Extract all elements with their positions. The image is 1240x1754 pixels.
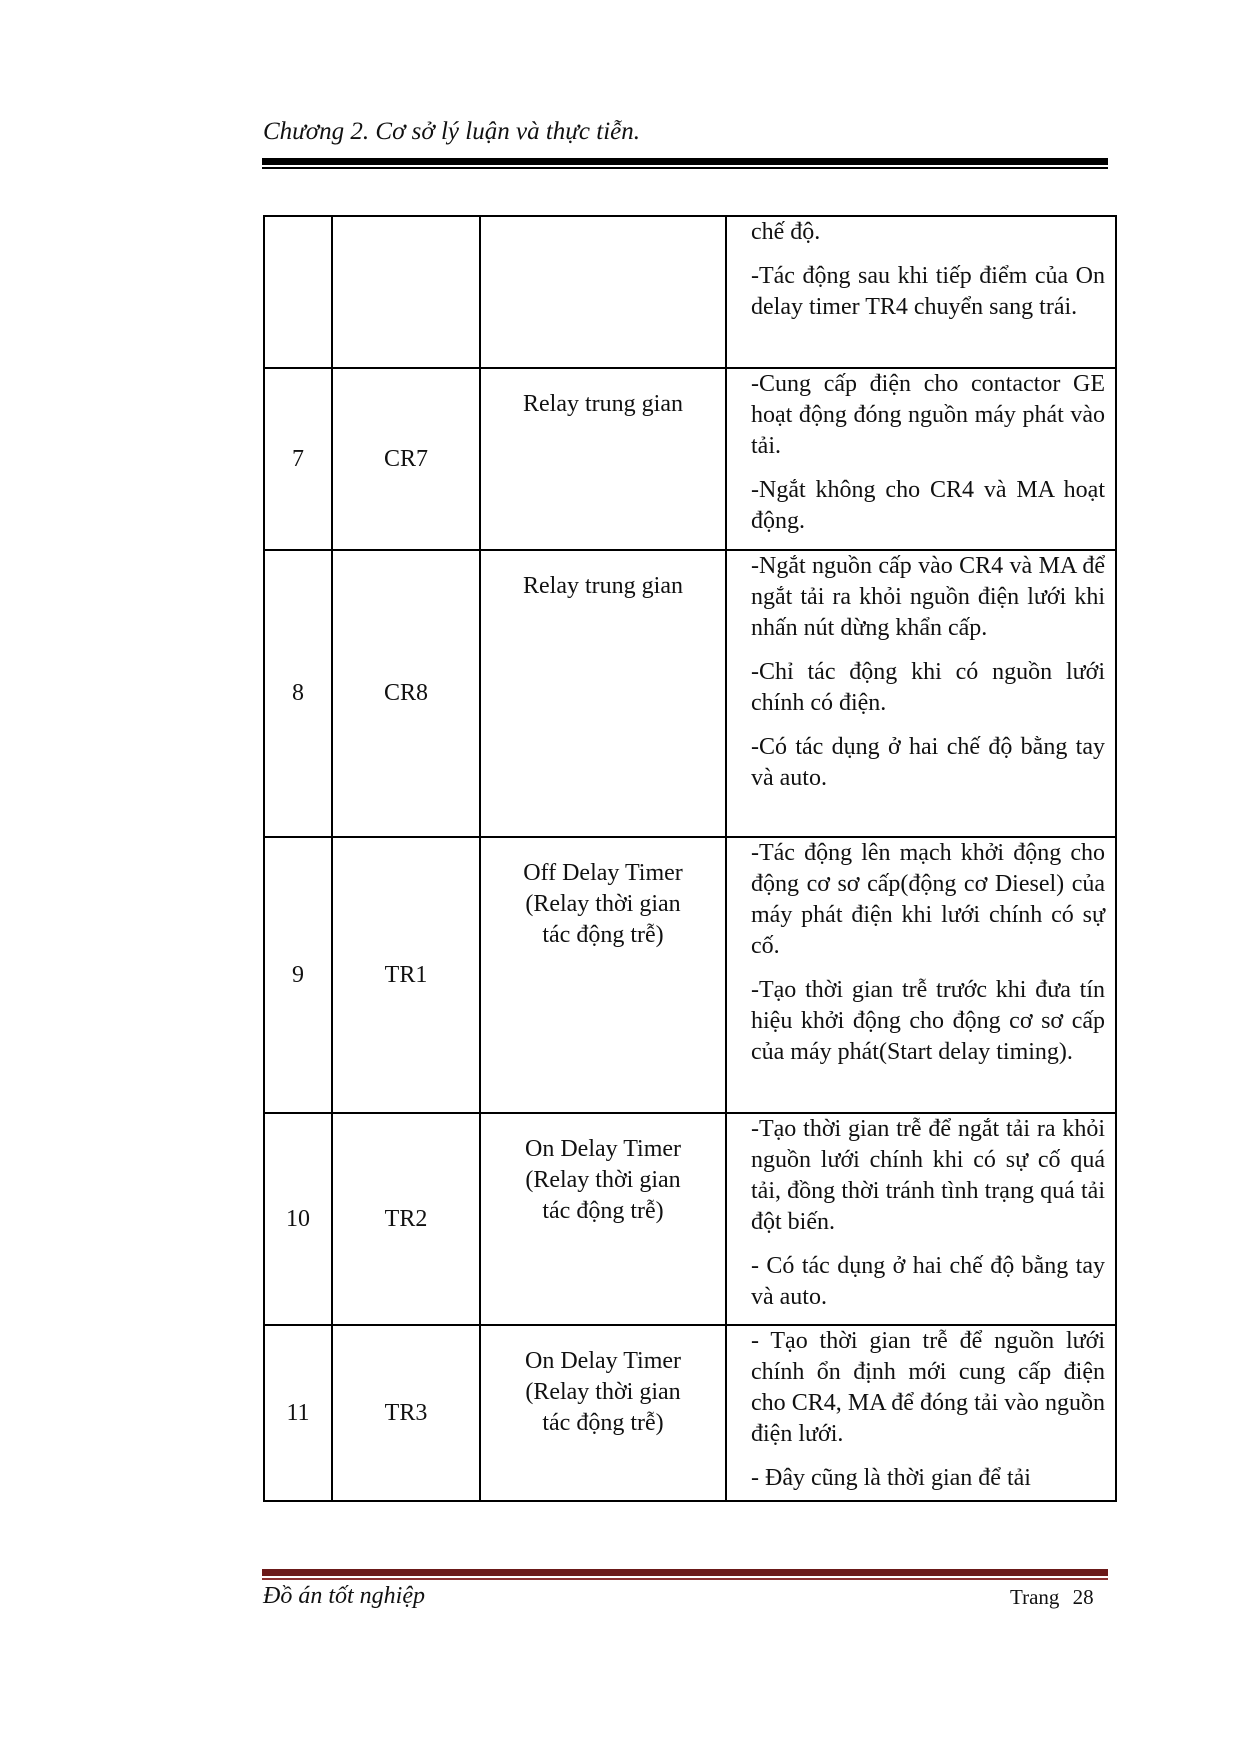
header-rule-thin	[262, 167, 1108, 169]
table-row	[264, 368, 1116, 550]
component-name-line: (Relay thời gian	[525, 1379, 681, 1405]
component-name-line: On Delay Timer	[525, 1136, 681, 1162]
component-name-line: tác động trễ)	[542, 1410, 664, 1436]
component-name	[480, 837, 726, 1113]
footer-document-title: Đồ án tốt nghiệp	[263, 1583, 425, 1609]
table-row	[264, 1113, 1116, 1325]
description-paragraph: -Ngắt không cho CR4 và MA hoạt động.	[751, 477, 1105, 534]
description-paragraph: - Có tác dụng ở hai chế độ bằng tay và auto.	[751, 1253, 1105, 1310]
description-paragraph: -Tác động sau khi tiếp điểm của On delay timer TR4 chuyển sang trái.	[751, 263, 1105, 320]
component-description	[726, 550, 1116, 837]
component-code: CR8	[332, 550, 480, 837]
table-row	[264, 216, 1116, 368]
component-name-line: Relay trung gian	[523, 391, 683, 417]
page-number: 28	[1072, 1585, 1094, 1609]
description-paragraph: -Tạo thời gian trễ trước khi đưa tín hiệu khởi động cho động cơ sơ cấp của máy phát(Start delay timing).	[751, 977, 1105, 1065]
description-paragraph: -Tạo thời gian trễ để ngắt tải ra khỏi nguồn lưới chính khi có sự cố quá tải, đồng thời tránh tình trạng quá tải đột biến.	[751, 1116, 1105, 1235]
component-code: TR2	[332, 1113, 480, 1325]
component-name	[480, 368, 726, 550]
component-name-line: tác động trễ)	[542, 922, 664, 948]
component-name-line: Off Delay Timer	[523, 860, 683, 886]
description-paragraph: -Tác động lên mạch khởi động cho động cơ sơ cấp(động cơ Diesel) của máy phát điện khi lưới chính có sự cố.	[751, 840, 1105, 959]
description-paragraph: - Đây cũng là thời gian để tải	[751, 1465, 1031, 1491]
table-row	[264, 1325, 1116, 1501]
component-code: TR1	[332, 837, 480, 1113]
component-name	[480, 550, 726, 837]
component-description	[726, 837, 1116, 1113]
description-paragraph: -Ngắt nguồn cấp vào CR4 và MA để ngắt tải ra khỏi nguồn điện lưới khi nhấn nút dừng khẩn cấp.	[751, 553, 1105, 641]
description-paragraph: -Cung cấp điện cho contactor GE hoạt động đóng nguồn máy phát vào tải.	[751, 371, 1105, 459]
description-paragraph: chế độ.	[751, 219, 821, 245]
component-name-line: On Delay Timer	[525, 1348, 681, 1374]
description-paragraph: - Tạo thời gian trễ để nguồn lưới chính ổn định mới cung cấp điện cho CR4, MA để đóng tải vào nguồn điện lưới.	[751, 1328, 1105, 1447]
component-name-line: (Relay thời gian	[525, 1167, 681, 1193]
component-name	[480, 1325, 726, 1501]
component-name	[480, 1113, 726, 1325]
component-description	[726, 1325, 1116, 1501]
table-row	[264, 550, 1116, 837]
component-table	[263, 215, 1117, 1502]
row-number: 10	[264, 1113, 332, 1325]
header-rule-thick	[262, 158, 1108, 165]
table-row	[264, 837, 1116, 1113]
footer-rule-thin	[262, 1578, 1108, 1580]
description-paragraph: -Có tác dụng ở hai chế độ bằng tay và auto.	[751, 734, 1105, 791]
component-name	[480, 216, 726, 368]
description-paragraph: -Chỉ tác động khi có nguồn lưới chính có điện.	[751, 659, 1105, 716]
row-number: 11	[264, 1325, 332, 1501]
component-description	[726, 368, 1116, 550]
component-code: TR3	[332, 1325, 480, 1501]
component-name-line: (Relay thời gian	[525, 891, 681, 917]
row-number	[264, 216, 332, 368]
row-number: 7	[264, 368, 332, 550]
footer-page-indicator	[1010, 1585, 1094, 1610]
page-label: Trang	[1010, 1585, 1060, 1609]
component-name-line: tác động trễ)	[542, 1198, 664, 1224]
component-description	[726, 216, 1116, 368]
row-number: 9	[264, 837, 332, 1113]
component-name-line: Relay trung gian	[523, 573, 683, 599]
footer-rule-thick	[262, 1569, 1108, 1576]
component-code: CR7	[332, 368, 480, 550]
chapter-header-title: Chương 2. Cơ sở lý luận và thực tiễn.	[263, 118, 640, 145]
component-code	[332, 216, 480, 368]
component-description	[726, 1113, 1116, 1325]
row-number: 8	[264, 550, 332, 837]
